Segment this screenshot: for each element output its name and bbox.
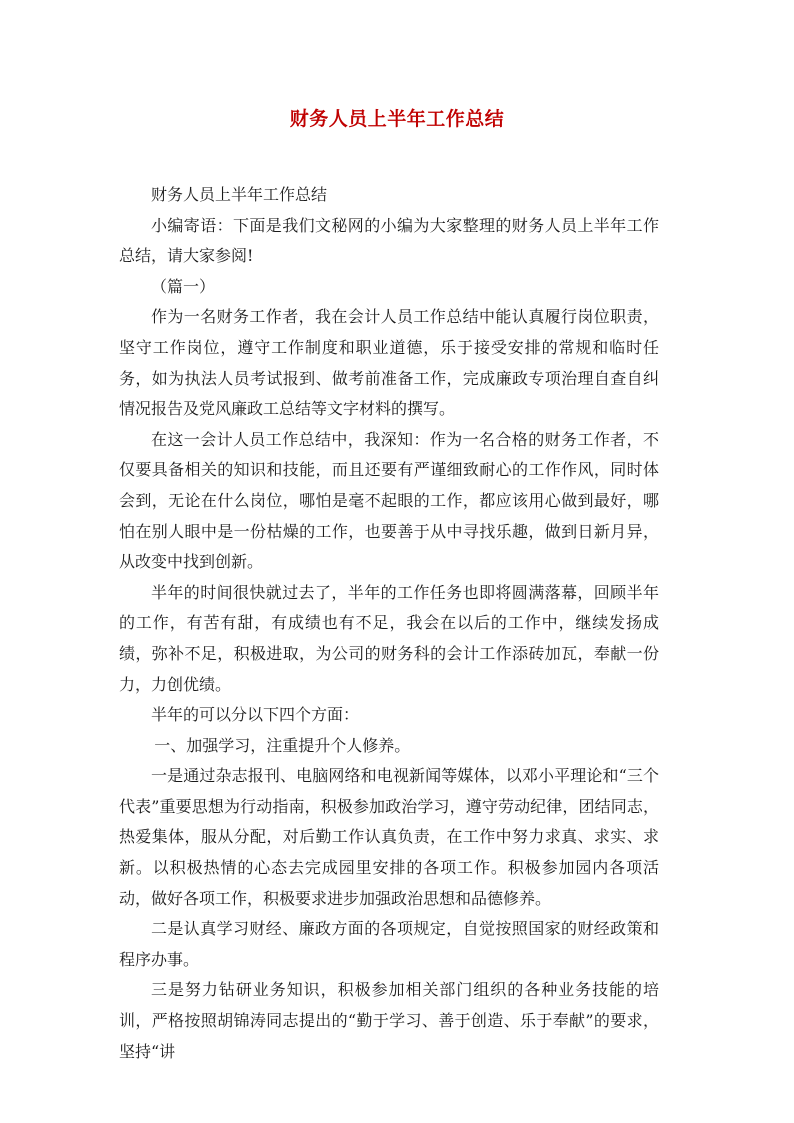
body-paragraph: 半年的可以分以下四个方面： <box>151 705 360 725</box>
body-paragraph: 半年的时间很快就过去了，半年的工作任务也即将圆满落幕，回顾半年的工作，有苦有甜，有成绩也有不足，我会在以后的工作中，继续发扬成绩，弥补不足，积极进取，为公司的财务科的会计工作添砖加瓦，奉献一份力，力创优绩。 <box>119 582 659 694</box>
body-paragraph: 三是努力钻研业务知识，积极参加相关部门组织的各种业务技能的培训，严格按照胡锦涛同志提出的“勤于学习、善于创造、乐于奉献”的要求，坚持“讲 <box>119 980 659 1061</box>
body-paragraph: 作为一名财务工作者，我在会计人员工作总结中能认真履行岗位职责，坚守工作岗位，遵守工作制度和职业道德，乐于接受安排的常规和临时任务，如为执法人员考试报到、做考前准备工作，完成廉政专项治理自查自纠情况报告及党风廉政工总结等文字材料的撰写。 <box>119 307 659 419</box>
body-paragraph-subtitle: 财务人员上半年工作总结 <box>151 185 328 204</box>
document-body <box>119 180 659 1067</box>
body-paragraph: 二是认真学习财经、廉政方面的各项规定，自觉按照国家的财经政策和程序办事。 <box>119 919 659 969</box>
body-paragraph: 一是通过杂志报刊、电脑网络和电视新闻等媒体，以邓小平理论和“三个代表”重要思想为行动指南，积极参加政治学习，遵守劳动纪律，团结同志，热爱集体，服从分配，对后勤工作认真负责，在工作中努力求真、求实、求新。以积极热情的心态去完成园里安排的各项工作。积极参加园内各项活动，做好各项工作，积极要求进步加强政治思想和品德修养。 <box>119 766 659 908</box>
section-heading: 一、加强学习，注重提升个人修养。 <box>154 735 411 755</box>
body-paragraph-editor-note: 小编寄语：下面是我们文秘网的小编为大家整理的财务人员上半年工作总结，请大家参阅! <box>119 215 659 266</box>
document-title: 财务人员上半年工作总结 <box>289 108 505 130</box>
body-paragraph: 在这一会计人员工作总结中，我深知：作为一名合格的财务工作者，不仅要具备相关的知识和技能，而且还要有严谨细致耐心的工作作风，同时体会到，无论在什么岗位，哪怕是毫不起眼的工作，都应该用心做到最好，哪怕在别人眼中是一份枯燥的工作，也要善于从中寻找乐趣，做到日新月异，从改变中找到创新。 <box>119 429 659 572</box>
body-paragraph-part-label: （篇一） <box>151 276 216 296</box>
